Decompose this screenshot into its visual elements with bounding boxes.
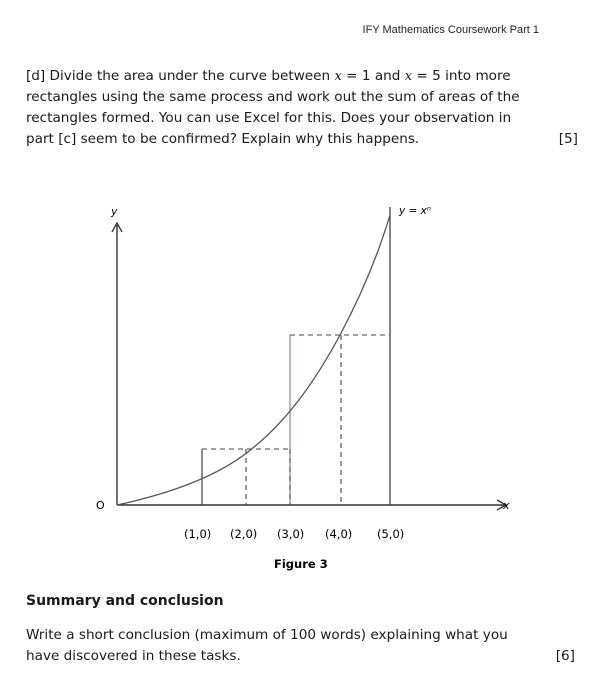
x-point-label: (5,0)	[377, 527, 405, 541]
math-variable: x	[404, 69, 413, 84]
page-header: IFY Mathematics Coursework Part 1	[362, 24, 539, 36]
summary-line-2: have discovered in these tasks. [6]	[26, 646, 575, 667]
x-point-label: (2,0)	[230, 527, 258, 541]
summary-marks: [6]	[555, 648, 575, 664]
question-line-3: rectangles formed. You can use Excel for this. Does your observation in	[26, 110, 512, 126]
summary-line-1: Write a short conclusion (maximum of 100 words) explaining what you	[26, 627, 508, 643]
question-line-1: [d] Divide the area under the curve between x = 1 and x = 5 into more	[26, 68, 511, 84]
math-variable: x	[334, 69, 342, 84]
figure-caption: Figure 3	[274, 557, 328, 571]
curve	[117, 215, 390, 505]
x-point-label: (3,0)	[277, 527, 305, 541]
x-point-label: (4,0)	[325, 527, 353, 541]
figure-3-graph	[0, 195, 610, 580]
question-marks: [5]	[558, 131, 578, 147]
summary-instructions	[26, 625, 575, 667]
question-line-4: part [c] seem to be confirmed? Explain why this happens. [5]	[26, 129, 582, 150]
dashed-rectangles	[202, 335, 390, 505]
figure-3	[0, 195, 610, 580]
question-d	[26, 66, 582, 150]
origin-label: O	[96, 499, 105, 512]
question-line-2: rectangles using the same process and work out the sum of areas of the	[26, 89, 520, 105]
summary-heading: Summary and conclusion	[26, 593, 224, 609]
x-point-label: (1,0)	[184, 527, 212, 541]
curve-label: y = xⁿ	[399, 205, 432, 217]
y-axis-label: y	[111, 205, 118, 218]
x-axis-label: x	[503, 499, 510, 512]
